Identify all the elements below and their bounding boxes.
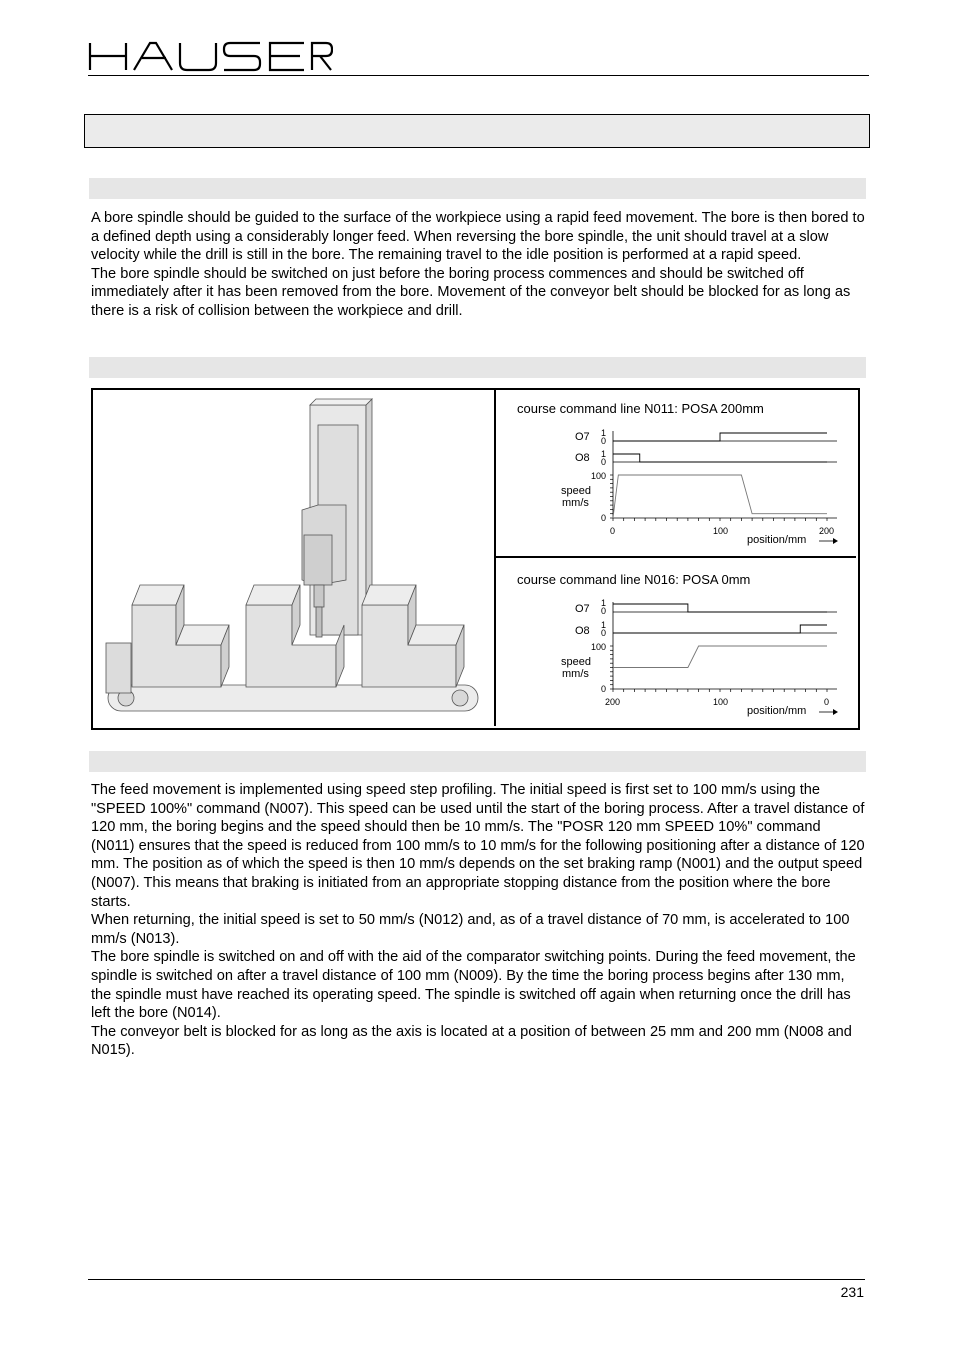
chart1-ylabel-unit: mm/s (562, 497, 589, 509)
chart1-title: course command line N011: POSA 200mm (517, 401, 764, 416)
chart1-series-o7 (613, 433, 827, 441)
chart1-o7-label: O7 (575, 431, 590, 443)
chart2-o7-one: 1 (601, 598, 607, 608)
chart2-o8-label: O8 (575, 625, 590, 637)
footer-rule (88, 1279, 865, 1280)
task-paragraph-2: The bore spindle should be switched on just before the boring process commences and should be switched off immediately after it has been removed from the bore. Movement of the conveyor belt should be blocked for as long as there is a risk of collision between the workpiece and drill. (91, 265, 851, 319)
chart1-o8-label: O8 (575, 452, 590, 464)
chart2-o7-label: O7 (575, 603, 590, 615)
chart2-o8-one: 1 (601, 620, 607, 630)
chart2-xtick-1: 100 (713, 697, 729, 707)
section-bar-figure (89, 357, 866, 378)
section-bar-task (89, 178, 866, 199)
chart2-series-o8 (613, 625, 827, 633)
section-bar-solution (89, 751, 866, 772)
chart1-o8-zero: 0 (601, 457, 607, 467)
chart1-xlabel: position/mm (747, 534, 807, 546)
chart2-xtick-0: 200 (605, 697, 621, 707)
chart2-title: course command line N016: POSA 0mm (517, 572, 751, 587)
header-rule (88, 75, 869, 76)
chart-n011 (497, 391, 855, 555)
solution-paragraph-3: The bore spindle is switched on and off with the aid of the comparator switching points. During the feed movement, the spindle is switched on after a travel distance of 100 mm (N009). By the time the boring process begins after 130 mm, the spindle must have reached its operating speed. The spindle is switched off again when returning once the drill has left the bore (N014). (91, 949, 856, 1022)
chart1-series-o8 (613, 454, 827, 462)
brand-text: HAUSER (88, 40, 93, 41)
chart2-series-speed (613, 646, 827, 668)
hauser-logo (88, 40, 333, 74)
chart1-o7-one: 1 (601, 428, 607, 438)
solution-text (91, 781, 866, 1060)
chart1-arrow-head (833, 538, 838, 544)
chart2-xlabel: position/mm (747, 705, 807, 717)
page-number: 231 (840, 1284, 864, 1300)
bore-spindle-illustration (96, 395, 490, 721)
solution-paragraph-1: The feed movement is implemented using speed step profiling. The initial speed is first set to 100 mm/s using the "SPEED 100%" command (N007). This speed can be used until the start of the boring process. After a travel distance of 120 mm, the boring begins and the speed should then be 10 mm/s. The "POSR 120 mm SPEED 10%" command (N011) ensures that the speed is reduced from 100 mm/s to 10 mm/s for the following positioning after a distance of 120 mm. The position as of which the speed is then 10 mm/s depends on the set braking ramp (N001) and the output speed (N007). This means that braking is initiated from an appropriate stopping distance from the position where the bore starts. (91, 782, 865, 910)
chart2-o7-zero: 0 (601, 606, 607, 616)
chart2-y-bottom: 0 (601, 684, 607, 694)
chart1-ylabel-speed: speed (561, 485, 591, 497)
solution-paragraph-2: When returning, the initial speed is set to 50 mm/s (N012) and, as of a travel distance of 70 mm, is accelerated to 100 mm/s (N013). (91, 912, 850, 947)
chart2-series-o7 (613, 604, 827, 612)
chart1-series-speed (613, 475, 827, 518)
chart1-o7-zero: 0 (601, 436, 607, 446)
figure-divider-vertical (494, 390, 496, 726)
task-paragraph-1: A bore spindle should be guided to the surface of the workpiece using a rapid feed movement. The bore is then bored to a defined depth using a considerably longer feed. When reversing the bore spindle, the unit should travel at a slow velocity while the drill is still in the bore. The remaining travel to the idle position is performed at a rapid speed. (91, 210, 865, 264)
chart2-xtick-2: 0 (824, 697, 830, 707)
task-text (91, 209, 866, 321)
chart2-y-top: 100 (591, 642, 607, 652)
chart-n016 (497, 559, 855, 725)
chart1-y-bottom: 0 (601, 513, 607, 523)
chart2-ylabel-unit: mm/s (562, 668, 589, 680)
solution-paragraph-4: The conveyor belt is blocked for as long as the axis is located at a position of between 25 mm and 200 mm (N008 and N015). (91, 1023, 852, 1059)
chart1-o8-one: 1 (601, 449, 607, 459)
chart2-arrow-head (833, 709, 838, 715)
chart2-ylabel-speed: speed (561, 656, 591, 668)
chart2-o8-zero: 0 (601, 628, 607, 638)
chart1-y-top: 100 (591, 471, 607, 481)
chart1-xtick-2: 200 (819, 526, 835, 536)
chart1-xtick-0: 0 (610, 526, 616, 536)
figure-divider-horizontal (496, 556, 856, 558)
chart1-xtick-1: 100 (713, 526, 729, 536)
chapter-title-box (84, 114, 870, 148)
